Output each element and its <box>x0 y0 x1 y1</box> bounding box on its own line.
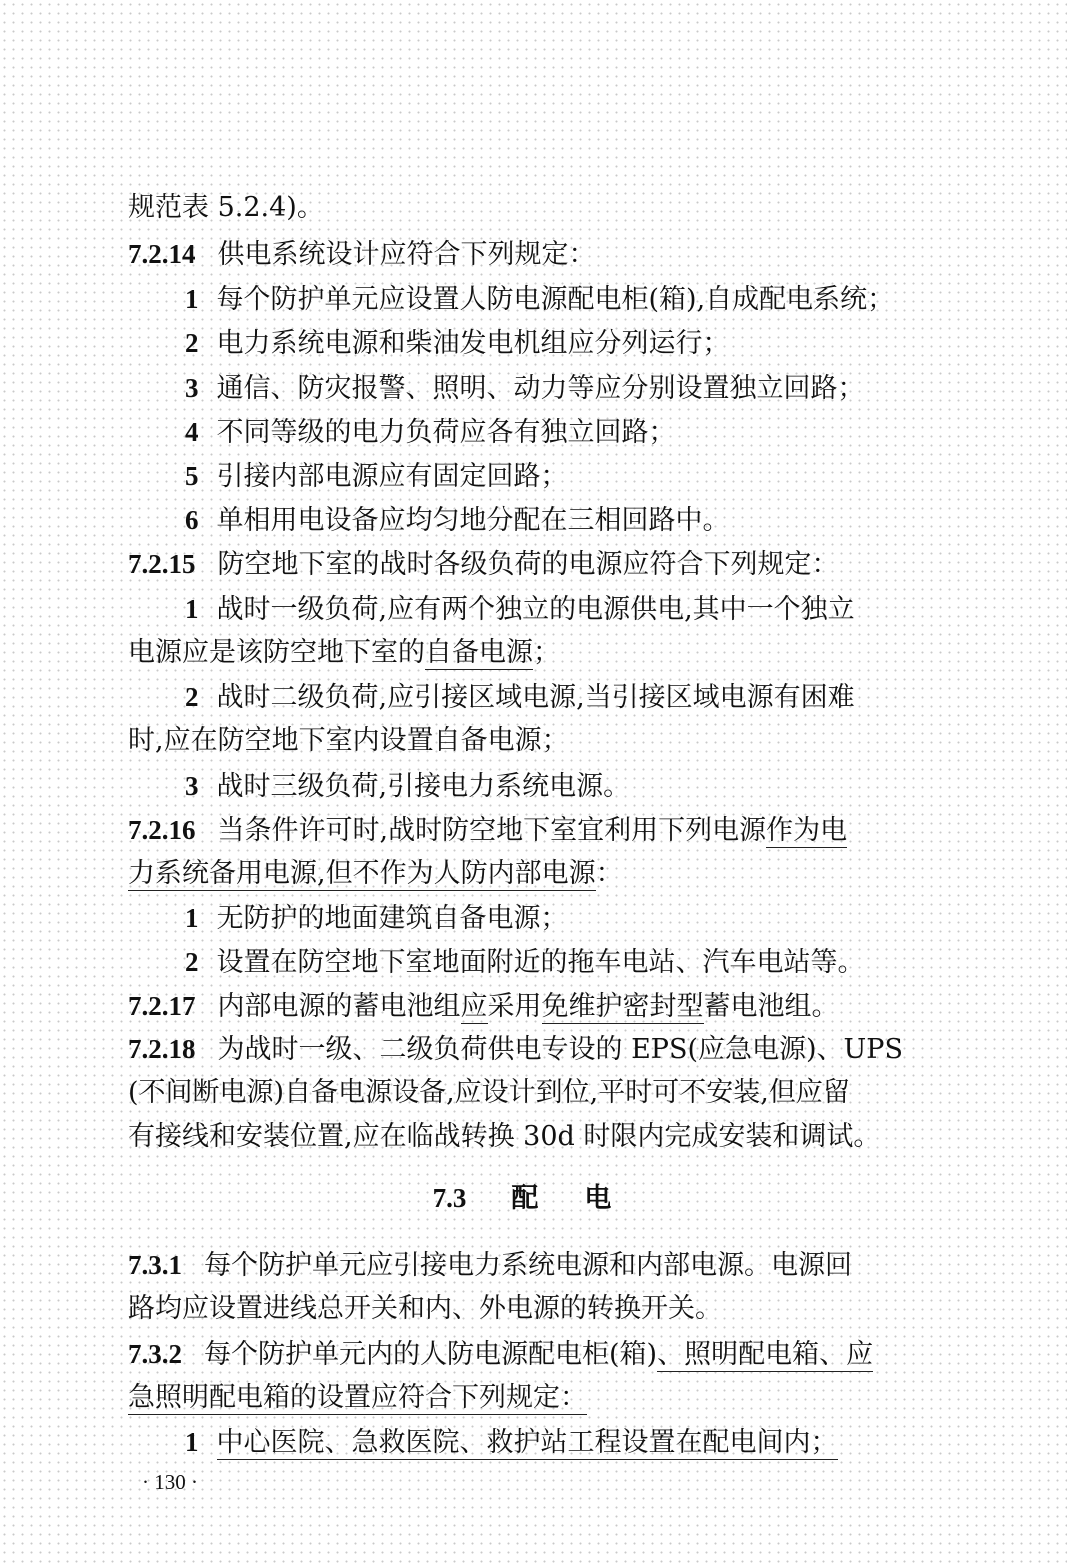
underlined-text: 作为电 <box>766 815 848 846</box>
item-number: 5 <box>185 461 199 491</box>
item-number: 1 <box>185 284 199 314</box>
underlined-text: 力系统备用电源,但不作为人防内部电源 <box>128 858 596 889</box>
underlined-text: 应 <box>460 991 488 1022</box>
text-line: 时,应在防空地下室内设置自备电源； <box>128 725 569 756</box>
list-item <box>185 1424 945 1461</box>
item-number: 3 <box>185 771 199 801</box>
clause-7-2-15: 7.2.15 防空地下室的战时各级负荷的电源应符合下列规定： <box>128 546 948 583</box>
clause-7-2-17: 7.2.17 内部电源的蓄电池组应采用免维护密封型蓄电池组。 <box>128 988 948 1025</box>
underlined-text: 、照明配电箱、应 <box>657 1339 874 1370</box>
item-number: 2 <box>185 947 199 977</box>
clause-number: 7.2.14 <box>128 239 196 269</box>
text-line: (不间断电源)自备电源设备,应设计到位,平时可不安装,但应留 <box>128 1077 850 1108</box>
text-line: 规范表 5.2.4)。 <box>128 192 324 223</box>
text-line: 力系统备用电源,但不作为人防内部电源： <box>128 858 623 889</box>
text-line: 电源应是该防空地下室的自备电源； <box>128 637 560 668</box>
clause-number: 7.2.18 <box>128 1034 196 1064</box>
item-number: 1 <box>185 1427 199 1457</box>
clause-7-2-14: 7.2.14 供电系统设计应符合下列规定： <box>128 236 948 273</box>
underlined-text: 急照明配电箱的设置应符合下列规定： <box>128 1382 587 1413</box>
page-number: · 130 · <box>142 1470 198 1494</box>
clause-7-2-18: 7.2.18 为战时一级、二级负荷供电专设的 EPS(应急电源)、UPS <box>128 1031 948 1068</box>
clause-7-2-16: 7.2.16 当条件许可时,战时防空地下室宜利用下列电源作为电 <box>128 812 948 849</box>
underlined-text: 自备电源 <box>425 637 533 668</box>
list-item: 4 不同等级的电力负荷应各有独立回路； <box>185 414 945 451</box>
item-number: 6 <box>185 505 199 535</box>
clause-7-3-1: 7.3.1 每个防护单元应引接电力系统电源和内部电源。电源回 <box>128 1247 948 1284</box>
text-line: 路均应设置进线总开关和内、外电源的转换开关。 <box>128 1293 722 1324</box>
clause-number: 7.3.1 <box>128 1250 182 1280</box>
clause-number: 7.2.16 <box>128 815 196 845</box>
list-item: 3 通信、防灾报警、照明、动力等应分别设置独立回路； <box>185 370 945 407</box>
text-line: 有接线和安装位置,应在临战转换 30d 时限内完成安装和调试。 <box>128 1121 881 1152</box>
item-number: 1 <box>185 594 199 624</box>
clause-number: 7.3.2 <box>128 1339 182 1369</box>
list-item: 2 电力系统电源和柴油发电机组应分列运行； <box>185 325 945 362</box>
clause-number: 7.2.15 <box>128 549 196 579</box>
underlined-text: 免维护密封型 <box>541 991 704 1022</box>
underlined-text: 中心医院、急救医院、救护站工程设置在配电间内； <box>216 1427 838 1458</box>
list-item: 1 每个防护单元应设置人防电源配电柜(箱),自成配电系统； <box>185 281 945 318</box>
list-item: 5 引接内部电源应有固定回路； <box>185 458 945 495</box>
item-number: 1 <box>185 903 199 933</box>
list-item: 2 战时二级负荷,应引接区域电源,当引接区域电源有困难 <box>185 679 945 716</box>
list-item: 2 设置在防空地下室地面附近的拖车电站、汽车电站等。 <box>185 944 945 981</box>
list-item: 1 战时一级负荷,应有两个独立的电源供电,其中一个独立 <box>185 591 945 628</box>
list-item: 3 战时三级负荷,引接电力系统电源。 <box>185 768 945 805</box>
clause-7-3-2: 7.3.2 每个防护单元内的人防电源配电柜(箱)、照明配电箱、应 <box>128 1336 948 1373</box>
item-number: 4 <box>185 417 199 447</box>
section-heading: 7.3 配 电 <box>432 1183 612 1214</box>
item-number: 3 <box>185 373 199 403</box>
list-item: 6 单相用电设备应均匀地分配在三相回路中。 <box>185 502 945 539</box>
text-line <box>128 1380 948 1416</box>
item-number: 2 <box>185 682 199 712</box>
item-number: 2 <box>185 328 199 358</box>
clause-number: 7.2.17 <box>128 991 196 1021</box>
list-item: 1 无防护的地面建筑自备电源； <box>185 900 945 937</box>
